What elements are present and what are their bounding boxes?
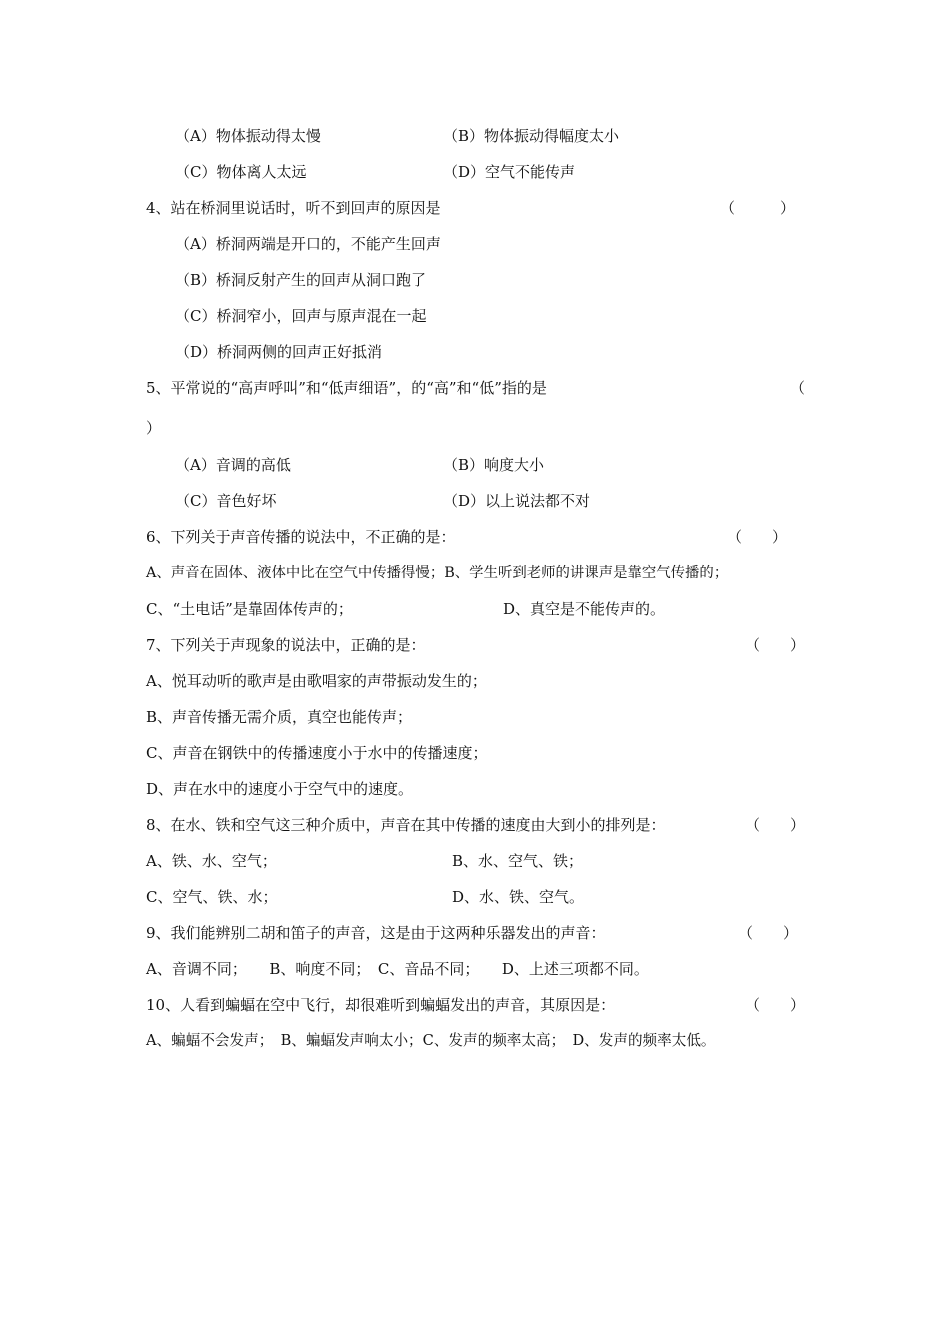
q5-stem: 5、平常说的“高声呼叫”和“低声细语”，的“高”和“低”指的是 bbox=[146, 379, 547, 397]
q5-option-d: （D）以上说法都不对 bbox=[443, 492, 591, 510]
q4-option-a: （A）桥洞两端是开口的，不能产生回声 bbox=[175, 235, 441, 253]
q8-option-a: A、铁、水、空气； bbox=[146, 852, 277, 870]
q7-option-a: A、悦耳动听的歌声是由歌唱家的声带振动发生的； bbox=[146, 672, 487, 690]
q6-option-d: D、真空是不能传声的。 bbox=[503, 600, 666, 618]
q3-option-a: （A）物体振动得太慢 bbox=[175, 127, 321, 145]
q3-option-b: （B）物体振动得幅度太小 bbox=[443, 127, 620, 145]
q10-answer-bracket: （ ） bbox=[745, 996, 806, 1014]
q3-option-c: （C）物体离人太远 bbox=[175, 163, 307, 181]
q9-answer-bracket: （ ） bbox=[738, 924, 799, 942]
q8-option-c: C、空气、铁、水； bbox=[146, 888, 278, 906]
q5-option-a: （A）音调的高低 bbox=[175, 456, 291, 474]
q4-answer-bracket: （ ） bbox=[720, 199, 796, 217]
q8-answer-bracket: （ ） bbox=[745, 816, 806, 834]
q9-stem: 9、我们能辨别二胡和笛子的声音，这是由于这两种乐器发出的声音： bbox=[146, 924, 606, 942]
q10-options: A、蝙蝠不会发声； B、蝙蝠发声响太小；C、发声的频率太高； D、发声的频率太低。 bbox=[146, 1032, 716, 1049]
q7-option-d: D、声在水中的速度小于空气中的速度。 bbox=[146, 780, 414, 798]
q4-stem: 4、站在桥洞里说话时，听不到回声的原因是 bbox=[146, 199, 441, 217]
q3-option-d: （D）空气不能传声 bbox=[443, 163, 576, 181]
q9-options: A、音调不同； B、响度不同； C、音品不同； D、上述三项都不同。 bbox=[146, 960, 649, 978]
q10-stem: 10、人看到蝙蝠在空中飞行，却很难听到蝙蝠发出的声音，其原因是： bbox=[146, 996, 616, 1014]
q5-option-c: （C）音色好坏 bbox=[175, 492, 277, 510]
q8-stem: 8、在水、铁和空气这三种介质中，声音在其中传播的速度由大到小的排列是： bbox=[146, 816, 666, 834]
q7-option-c: C、声音在钢铁中的传播速度小于水中的传播速度； bbox=[146, 744, 488, 762]
q4-option-c: （C）桥洞窄小，回声与原声混在一起 bbox=[175, 307, 427, 325]
q5-option-b: （B）响度大小 bbox=[443, 456, 545, 474]
q5-bracket-open: （ bbox=[790, 379, 806, 397]
q7-answer-bracket: （ ） bbox=[745, 636, 806, 654]
q5-bracket-close: ） bbox=[146, 419, 162, 437]
q6-option-c: C、“土电话”是靠固体传声的； bbox=[146, 600, 353, 618]
q6-stem: 6、下列关于声音传播的说法中，不正确的是： bbox=[146, 528, 456, 546]
q8-option-d: D、水、铁、空气。 bbox=[452, 888, 585, 906]
q8-option-b: B、水、空气、铁； bbox=[452, 852, 584, 870]
q7-stem: 7、下列关于声现象的说法中，正确的是： bbox=[146, 636, 426, 654]
q6-answer-bracket: （ ） bbox=[727, 528, 788, 546]
q6-options-ab: A、声音在固体、液体中比在空气中传播得慢；B、学生听到老师的讲课声是靠空气传播的； bbox=[146, 565, 729, 581]
q4-option-d: （D）桥洞两侧的回声正好抵消 bbox=[175, 343, 383, 361]
q4-option-b: （B）桥洞反射产生的回声从洞口跑了 bbox=[175, 271, 427, 289]
q7-option-b: B、声音传播无需介质，真空也能传声； bbox=[146, 708, 413, 726]
